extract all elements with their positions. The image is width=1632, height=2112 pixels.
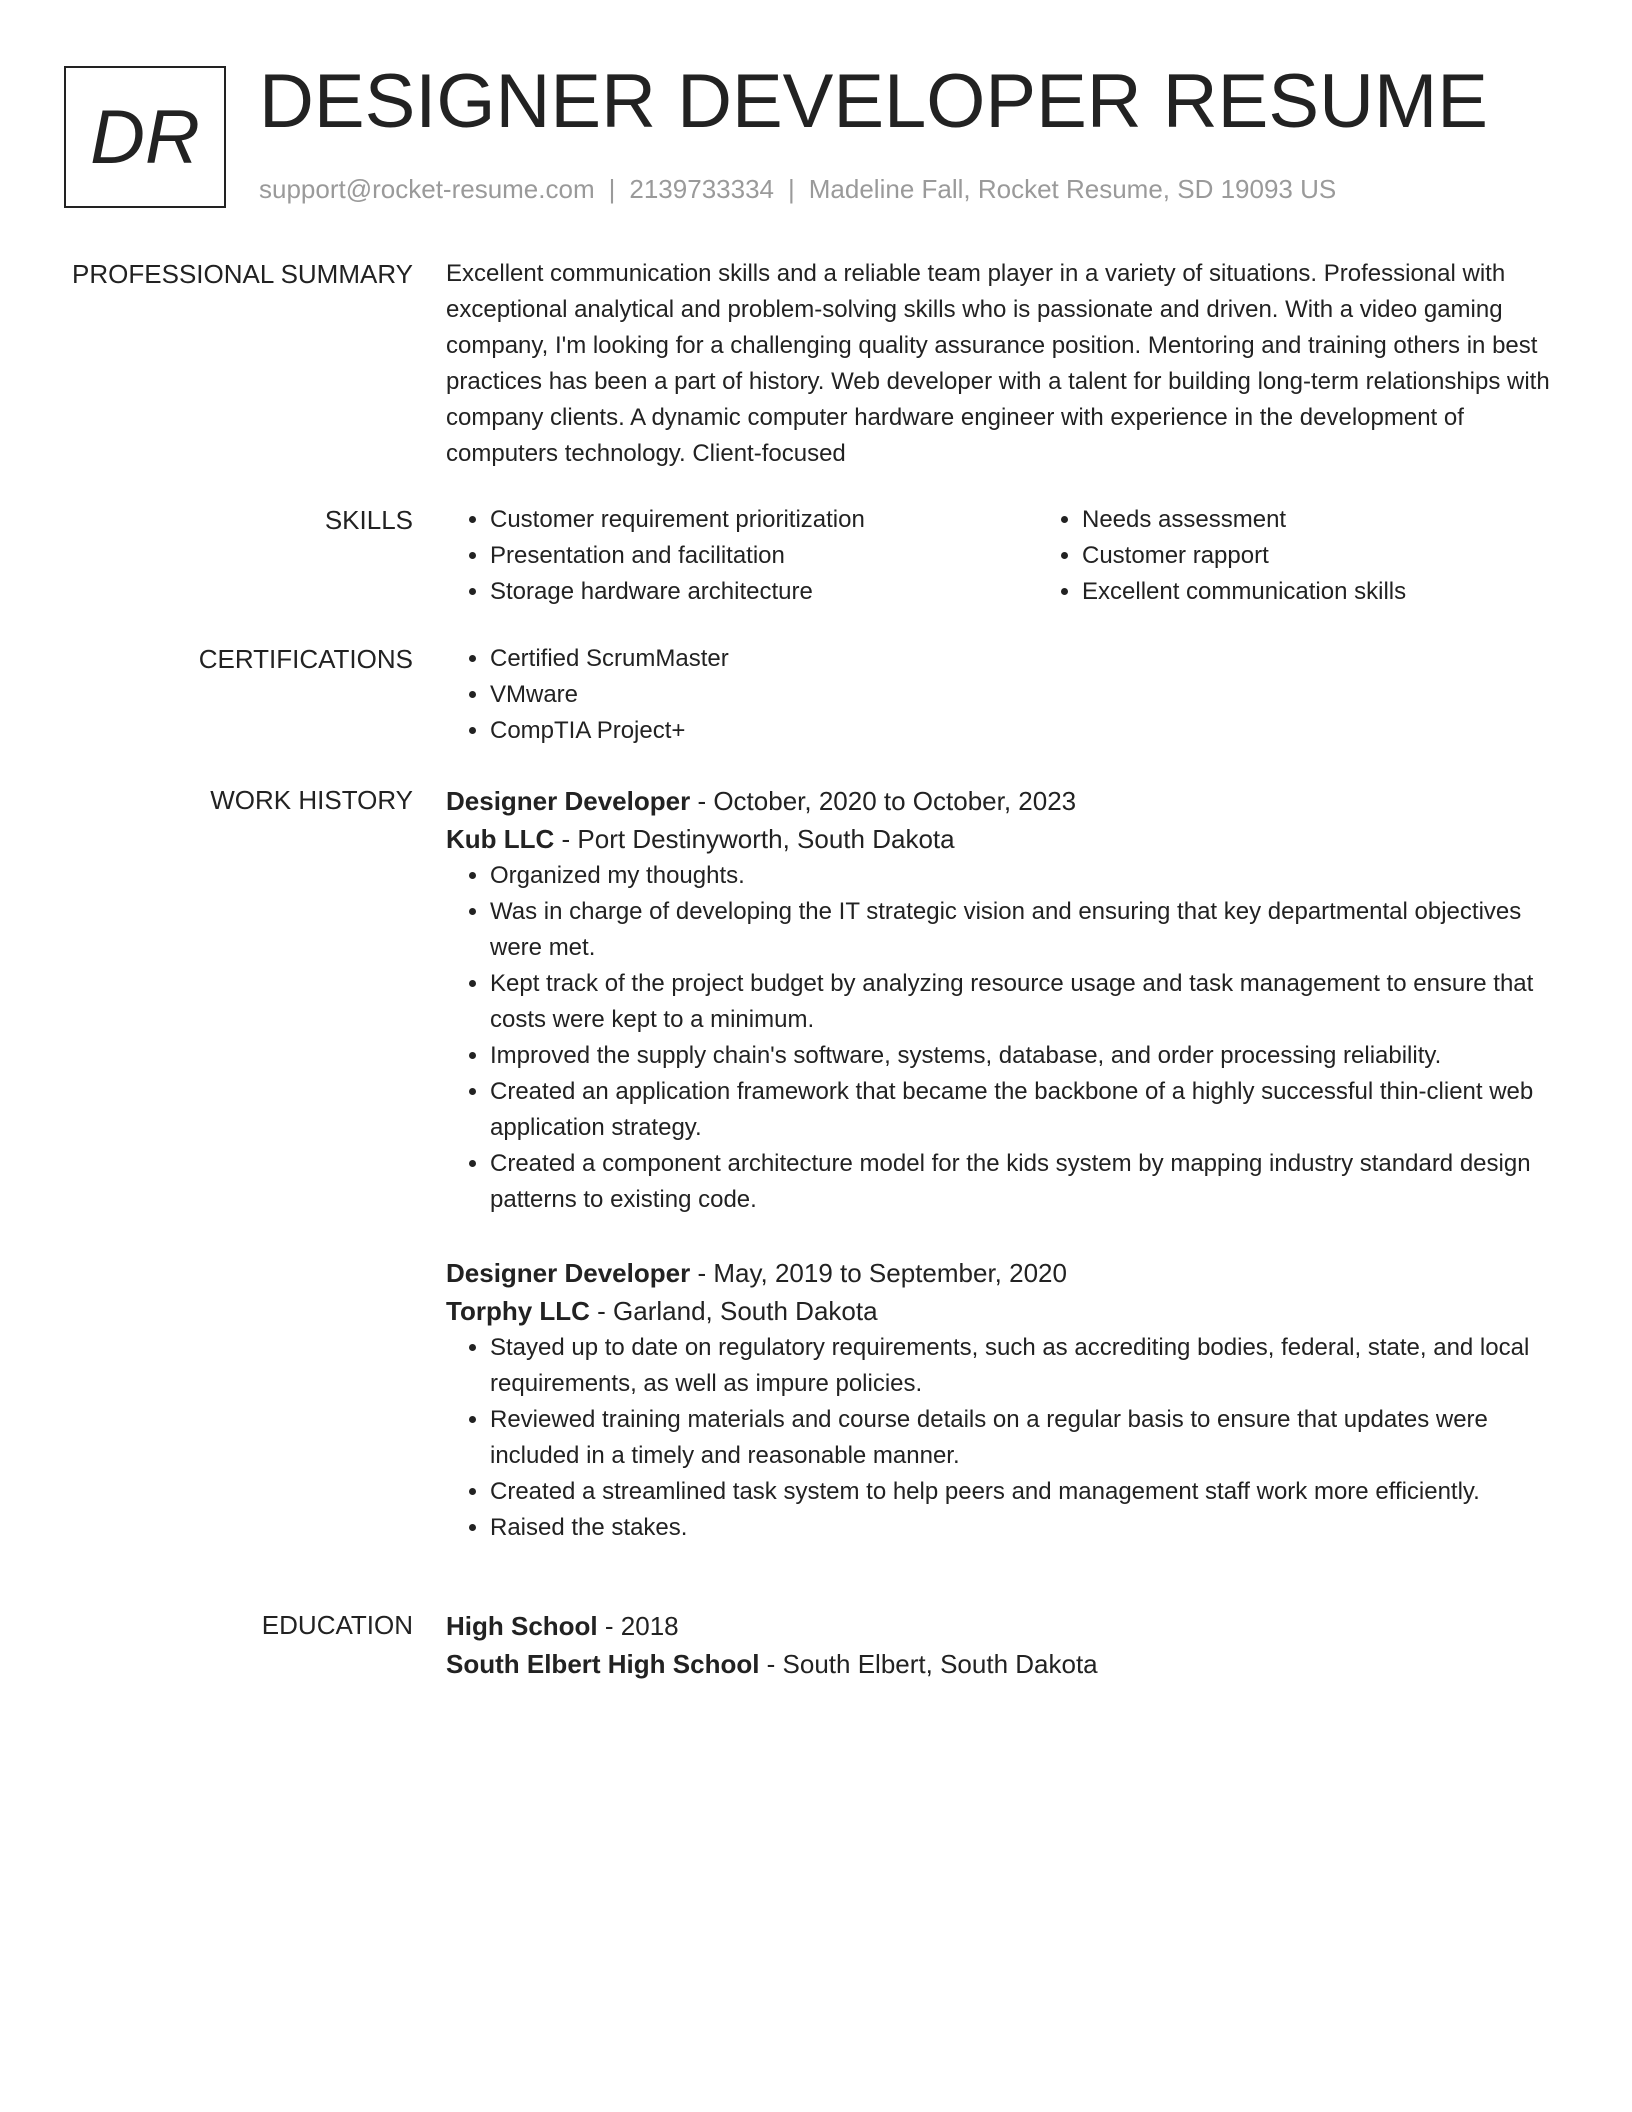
resume-title: DESIGNER DEVELOPER RESUME	[259, 59, 1488, 144]
education-degree: High School	[446, 1611, 598, 1641]
skills-list-left	[446, 502, 1038, 610]
job-bullet: • Raised the stakes.	[490, 1510, 1556, 1546]
job-bullet: • Reviewed training materials and course details on a regular basis to ensure that updates were included in a timely and reasonable manner.	[490, 1402, 1556, 1474]
contact-email: support@rocket-resume.com	[259, 174, 595, 204]
job-bullet: • Stayed up to date on regulatory requirements, such as accrediting bodies, federal, state, and local requirements, as well as impure policies.	[490, 1330, 1556, 1402]
section-label-education: EDUCATION	[261, 1610, 413, 1640]
education-school: South Elbert High School	[446, 1649, 760, 1679]
job-bullets	[446, 1330, 1556, 1546]
section-label-work-history: WORK HISTORY	[210, 785, 413, 815]
education-degree-line	[446, 1607, 1556, 1645]
job-bullet: • Kept track of the project budget by analyzing resource usage and task management to ensure that costs were kept to a minimum.	[490, 966, 1556, 1038]
job-title: Designer Developer	[446, 786, 691, 816]
skill-item: • Storage hardware architecture	[490, 574, 1038, 610]
summary-content	[446, 256, 1556, 472]
job-bullet: • Created an application framework that became the backbone of a highly successful thin-client web application strategy.	[490, 1074, 1556, 1146]
job-entry	[446, 1254, 1556, 1546]
contact-line	[259, 174, 1336, 204]
skill-item: • Customer requirement prioritization	[490, 502, 1038, 538]
education-content	[446, 1607, 1556, 1683]
section-label-summary: PROFESSIONAL SUMMARY	[72, 259, 413, 289]
job-bullet: • Improved the supply chain's software, systems, database, and order processing reliability.	[490, 1038, 1556, 1074]
section-label-certifications: CERTIFICATIONS	[198, 644, 413, 674]
skill-item: • Presentation and facilitation	[490, 538, 1038, 574]
section-label-skills: SKILLS	[324, 505, 413, 535]
job-bullet: • Created a component architecture model for the kids system by mapping industry standard design patterns to existing code.	[490, 1146, 1556, 1218]
contact-separator: |	[788, 174, 795, 204]
job-company: Torphy LLC	[446, 1296, 590, 1326]
job-bullets	[446, 858, 1556, 1218]
job-bullet: • Organized my thoughts.	[490, 858, 1556, 894]
contact-separator: |	[608, 174, 616, 204]
education-location: - South Elbert, South Dakota	[759, 1649, 1098, 1679]
job-company-line	[446, 820, 1556, 858]
summary-text: Excellent communication skills and a reliable team player in a variety of situations. Professional with exceptional analytical and problem-solving skills who is passionate and driven. With a video gaming company, I'm looking for a challenging quality assurance position. Mentoring and training others in best practices has been a part of history. Web developer with a talent for building long-term relationships with company clients. A dynamic computer hardware engineer with experience in the development of computers technology. Client-focused	[446, 260, 1550, 467]
job-location: - Port Destinyworth, South Dakota	[554, 824, 955, 854]
certification-item: • CompTIA Project+	[490, 713, 1556, 749]
job-company-line	[446, 1292, 1556, 1330]
job-company: Kub LLC	[446, 824, 555, 854]
education-year: - 2018	[597, 1611, 679, 1641]
monogram: DR	[64, 66, 226, 208]
certification-item: • Certified ScrumMaster	[490, 641, 1556, 677]
skill-item: • Excellent communication skills	[1082, 574, 1630, 610]
skill-item: • Customer rapport	[1082, 538, 1630, 574]
job-bullet: • Created a streamlined task system to help peers and management staff work more efficiently.	[490, 1474, 1556, 1510]
skills-list-right	[1038, 502, 1630, 610]
education-school-line	[446, 1645, 1556, 1683]
job-bullet: • Was in charge of developing the IT strategic vision and ensuring that key departmental objectives were met.	[490, 894, 1556, 966]
skill-item: • Needs assessment	[1082, 502, 1630, 538]
job-title-line	[446, 1254, 1556, 1292]
job-dates: - May, 2019 to September, 2020	[690, 1258, 1067, 1288]
job-location: - Garland, South Dakota	[589, 1296, 878, 1326]
contact-address: Madeline Fall, Rocket Resume, SD 19093 US	[808, 174, 1337, 204]
certifications-content	[446, 641, 1556, 749]
work-history-content	[446, 782, 1556, 1546]
job-title-line	[446, 782, 1556, 820]
skills-content	[446, 502, 1556, 610]
job-dates: - October, 2020 to October, 2023	[690, 786, 1077, 816]
job-title: Designer Developer	[446, 1258, 691, 1288]
job-entry	[446, 782, 1556, 1218]
certifications-list	[446, 641, 1556, 749]
certification-item: • VMware	[490, 677, 1556, 713]
contact-phone: 2139733334	[629, 174, 774, 204]
